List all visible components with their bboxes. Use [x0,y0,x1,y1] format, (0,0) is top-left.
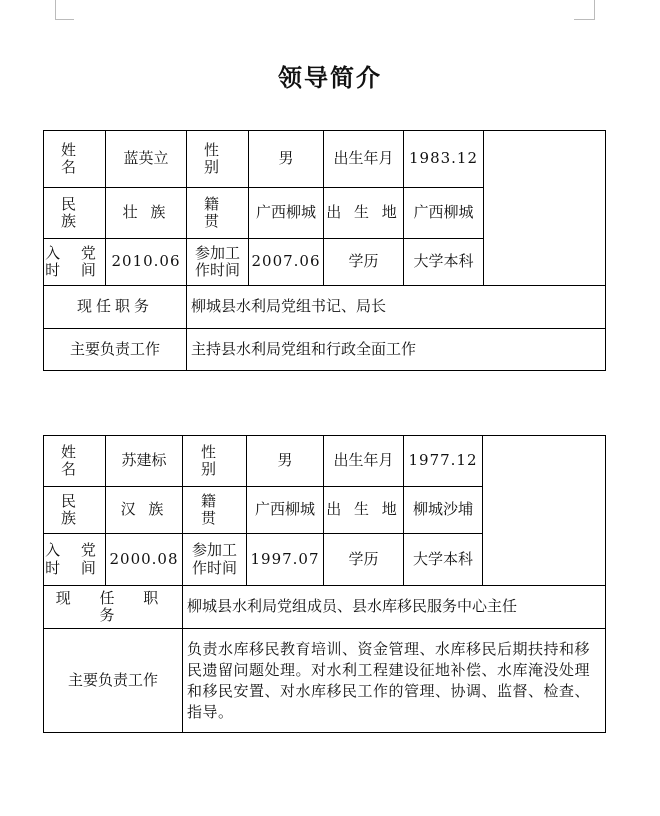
value-gender: 男 [249,131,324,188]
value-origin: 广西柳城 [249,188,324,239]
value-work-start: 2007.06 [249,239,324,286]
value-birthplace: 柳城沙埔 [404,487,483,534]
value-name: 蓝英立 [106,131,187,188]
label-work-start [187,239,249,286]
label-gender: 性 别 [187,131,249,188]
leader-table-2 [43,435,606,733]
label-education: 学历 [324,239,404,286]
value-duties: 主持县水利局党组和行政全面工作 [187,329,606,371]
label-duties: 主要负责工作 [44,629,183,733]
portrait-cell [483,436,606,586]
value-party-join: 2000.08 [106,534,183,586]
value-education: 大学本科 [404,534,483,586]
label-work-start-line1: 参加工 [194,243,240,262]
label-party-join-line2: 时 间 [45,558,104,577]
label-birthplace: 出 生 地 [324,188,404,239]
label-duties: 主要负责工作 [44,329,187,371]
label-party-join [44,239,106,286]
value-name: 苏建标 [106,436,183,487]
label-birthplace: 出 生 地 [324,487,404,534]
portrait-cell [484,131,606,286]
label-party-join-line2: 时 间 [45,261,104,279]
value-education: 大学本科 [404,239,484,286]
value-birthplace: 广西柳城 [404,188,484,239]
value-birth: 1977.12 [404,436,483,487]
label-position: 现任职务 [44,286,187,329]
label-birth: 出生年月 [324,131,404,188]
label-name: 姓 名 [44,131,106,188]
value-ethnicity: 壮 族 [106,188,187,239]
value-ethnicity: 汉 族 [106,487,183,534]
label-work-start-line1: 参加工 [191,541,237,560]
label-name: 姓 名 [44,436,106,487]
value-gender: 男 [247,436,324,487]
label-education: 学历 [324,534,404,586]
label-origin: 籍 贯 [187,188,249,239]
value-work-start: 1997.07 [247,534,324,586]
label-gender: 性 别 [183,436,247,487]
page-title: 领导简介 [278,64,382,92]
label-work-start-line2: 作时间 [194,261,240,279]
value-position: 柳城县水利局党组成员、县水库移民服务中心主任 [183,586,606,629]
label-party-join-line1: 入 党 [45,243,104,262]
label-birth: 出生年月 [324,436,404,487]
label-party-join [44,534,106,586]
label-origin: 籍 贯 [183,487,247,534]
value-origin: 广西柳城 [247,487,324,534]
value-party-join: 2010.06 [106,239,187,286]
label-work-start [183,534,247,586]
leader-table-1 [43,130,606,371]
value-birth: 1983.12 [404,131,484,188]
label-work-start-line2: 作时间 [191,558,237,577]
label-ethnicity: 民 族 [44,487,106,534]
crop-mark-top-left [55,0,74,20]
crop-mark-top-right [574,0,595,20]
label-ethnicity: 民 族 [44,188,106,239]
value-duties: 负责水库移民教育培训、资金管理、水库移民后期扶持和移民遗留问题处理。对水利工程建设征地补偿、水库淹没处理和移民安置、对水库移民工作的管理、协调、监督、检查、指导。 [183,629,606,733]
label-party-join-line1: 入 党 [45,541,104,560]
value-position: 柳城县水利局党组书记、局长 [187,286,606,329]
label-position: 现 任 职 务 [44,586,183,629]
